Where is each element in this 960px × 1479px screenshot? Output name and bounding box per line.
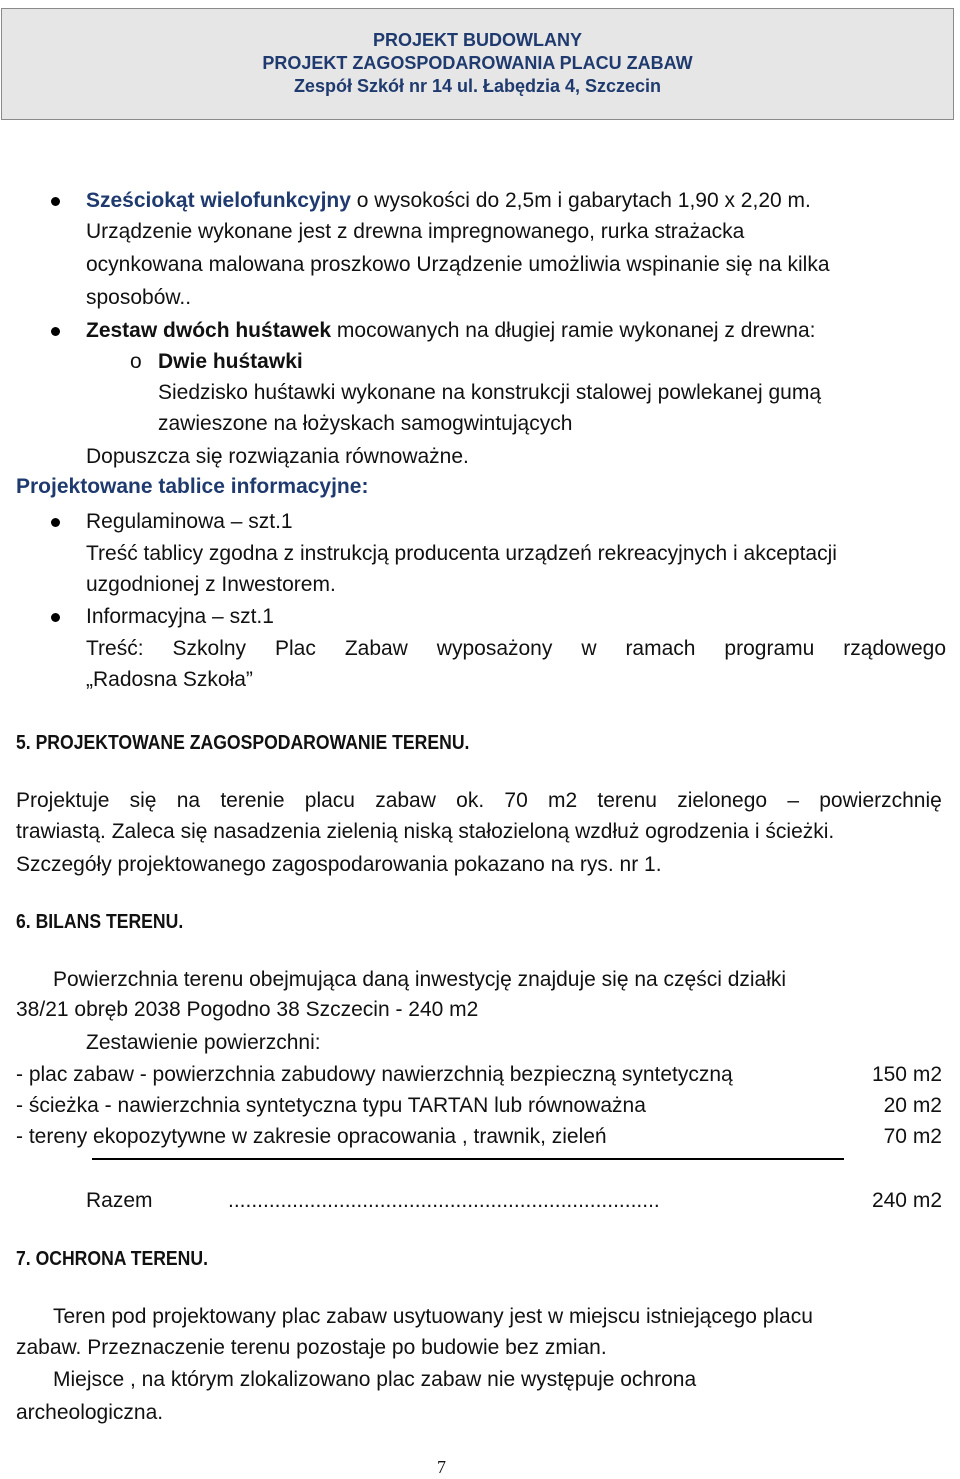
section-5-line-2: trawiastą. Zaleca się nasadzenia zielenią niską stałozieloną wzdłuż ogrodzenia i ścieżki. <box>16 820 835 843</box>
area-row-label: - tereny ekopozytywne w zakresie opracowania , trawnik, zieleń <box>16 1125 607 1148</box>
word: Plac <box>275 637 316 660</box>
boards-title-text: Projektowane tablice informacyjne: <box>16 475 369 498</box>
word: się <box>129 789 157 812</box>
bullet-icon <box>51 327 60 336</box>
swings-desc: mocowanych na długiej ramie wykonanej z drewna: <box>331 319 816 342</box>
hexagon-title: Sześciokąt wielofunkcyjny <box>86 189 351 212</box>
sub-line-1: Siedzisko huśtawki wykonane na konstrukcji stalowej powlekanej gumą <box>158 381 822 404</box>
page-number: 7 <box>437 1457 446 1477</box>
total-dots: .......................................................................... <box>228 1189 660 1212</box>
word: zabaw <box>375 789 436 812</box>
word: terenu <box>597 789 657 812</box>
board-item-1-line-1: Treść tablicy zgodna z instrukcją producenta urządzeń rekreacyjnych i akceptacji <box>86 542 837 565</box>
hexagon-line-1 <box>86 189 811 213</box>
board-item-1-line-2: uzgodnionej z Inwestorem. <box>86 573 336 596</box>
section-5-line-3: Szczegóły projektowanego zagospodarowania pokazano na rys. nr 1. <box>16 853 662 876</box>
word: 70 <box>504 789 528 812</box>
area-row-value: 20 m2 <box>883 1094 942 1117</box>
board-item-2: Informacyjna – szt.1 <box>86 605 274 628</box>
hexagon-desc: o wysokości do 2,5m i gabarytach 1,90 x 2,20 m. <box>350 189 811 212</box>
hexagon-line-2: Urządzenie wykonane jest z drewna impregnowanego, rurka strażacka <box>86 220 745 243</box>
bullet-icon <box>51 613 60 622</box>
section-7-line-4: archeologiczna. <box>16 1401 164 1424</box>
swings-line-1 <box>86 319 815 343</box>
section-7-line-1: Teren pod projektowany plac zabaw usytuowany jest w miejscu istniejącego placu <box>53 1305 813 1328</box>
word: m2 <box>547 789 578 812</box>
hexagon-line-3: ocynkowana malowana proszkowo Urządzenie umożliwia wspinanie się na kilka <box>86 253 830 276</box>
word: na <box>176 789 201 812</box>
area-row-value: 150 m2 <box>871 1063 942 1086</box>
word: powierzchnię <box>819 789 942 812</box>
word: zielonego <box>677 789 768 812</box>
bullet-icon <box>51 518 60 527</box>
section-6-line-3: Zestawienie powierzchni: <box>86 1031 321 1054</box>
word: w <box>581 637 597 660</box>
sub-title <box>158 350 303 374</box>
sub-title-text: Dwie huśtawki <box>158 350 303 373</box>
boards-title <box>16 475 368 499</box>
section-5-heading: 5. PROJEKTOWANE ZAGOSPODAROWANIE TERENU. <box>16 732 470 754</box>
total-value: 240 m2 <box>871 1189 942 1212</box>
word: – <box>787 789 800 812</box>
word: Projektuje <box>16 789 110 812</box>
word: Szkolny <box>172 637 247 660</box>
word: terenie <box>220 789 285 812</box>
section-6-heading: 6. BILANS TERENU. <box>16 911 184 933</box>
area-row-value: 70 m2 <box>883 1125 942 1148</box>
equivalent-note: Dopuszcza się rozwiązania równoważne. <box>86 445 469 468</box>
section-5-line-1 <box>16 789 942 813</box>
section-7-line-3: Miejsce , na którym zlokalizowano plac zabaw nie występuje ochrona <box>53 1368 697 1391</box>
header-line-1: PROJEKT BUDOWLANY <box>372 30 582 50</box>
word: programu <box>724 637 815 660</box>
sub-line-2: zawieszone na łożyskach samogwintujących <box>158 412 573 435</box>
board-item-1: Regulaminowa – szt.1 <box>86 510 293 533</box>
header-line-3: Zespół Szkół nr 14 ul. Łabędzia 4, Szczecin <box>293 76 662 96</box>
hexagon-line-4: sposobów.. <box>86 286 192 309</box>
board-item-2-line-2: „Radosna Szkoła” <box>86 668 253 691</box>
word: wyposażony <box>436 637 553 660</box>
section-7-line-2: zabaw. Przeznaczenie terenu pozostaje po budowie bez zmian. <box>16 1336 607 1359</box>
word: rządowego <box>843 637 946 660</box>
swings-title: Zestaw dwóch huśtawek <box>86 319 332 342</box>
section-6-line-1: Powierzchnia terenu obejmująca daną inwestycję znajduje się na części działki <box>53 968 787 991</box>
section-7-heading: 7. OCHRONA TERENU. <box>16 1248 208 1270</box>
header-line-2: PROJEKT ZAGOSPODAROWANIA PLACU ZABAW <box>262 53 693 73</box>
area-row-label: - ścieżka - nawierzchnia syntetyczna typu TARTAN lub równoważna <box>16 1094 646 1117</box>
bullet-icon <box>51 197 60 206</box>
word: ramach <box>625 637 696 660</box>
word: ok. <box>456 789 485 812</box>
sum-divider <box>92 1158 844 1160</box>
word: Treść: <box>86 637 144 660</box>
area-row-label: - plac zabaw - powierzchnia zabudowy nawierzchnią bezpieczną syntetyczną <box>16 1063 733 1086</box>
word: Zabaw <box>344 637 408 660</box>
document-header <box>1 8 954 120</box>
sub-bullet-marker: o <box>130 350 142 373</box>
word: placu <box>304 789 355 812</box>
board-item-2-line-1 <box>86 637 946 661</box>
total-label: Razem <box>86 1189 153 1212</box>
section-6-line-2: 38/21 obręb 2038 Pogodno 38 Szczecin - 240 m2 <box>16 998 479 1021</box>
